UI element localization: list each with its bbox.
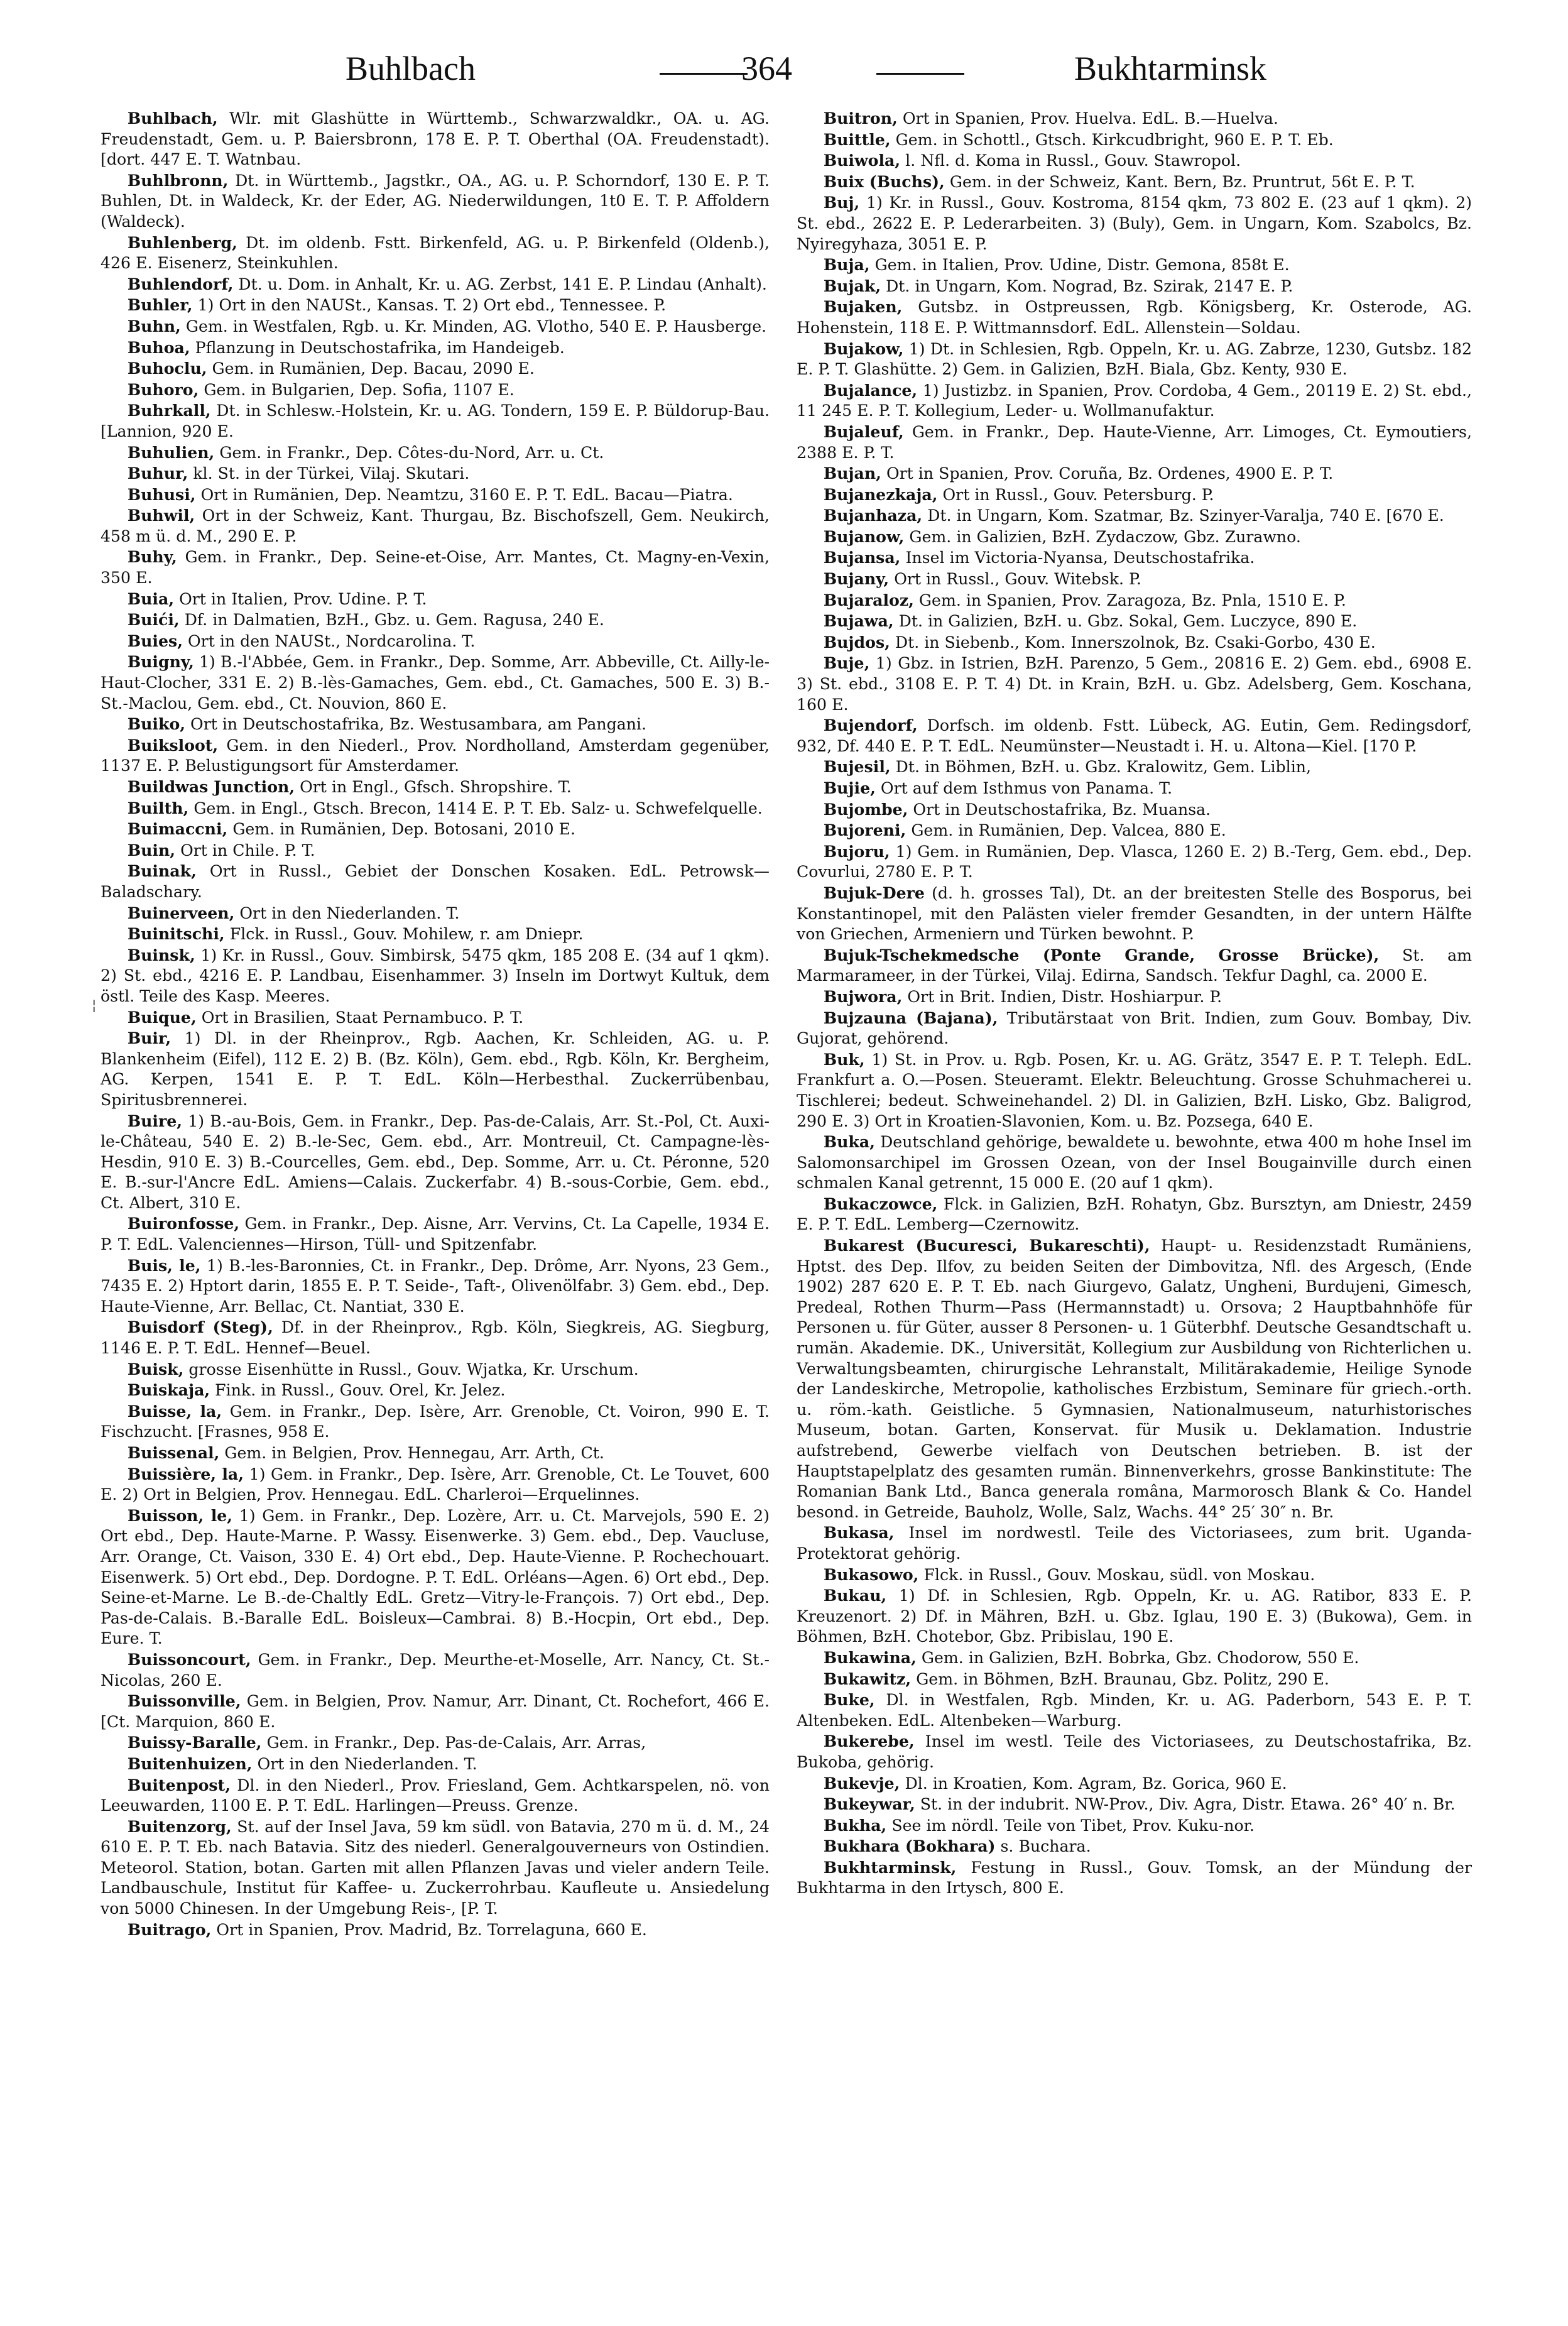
- entry-text: Ort in den NAUSt., Nordcarolina. T.: [188, 631, 476, 650]
- entry-text: Dl. in Westfalen, Rgb. Minden, Kr. u. AG. Paderborn, 543 E. P. T. Altenbeken. EdL. Altenbeken—Warburg.: [797, 1691, 1472, 1730]
- dictionary-entry: [797, 715, 1472, 756]
- entry-text: Insel im nordwestl. Teile des Victoriasees, zum brit. Uganda-Protektorat gehörig.: [797, 1524, 1472, 1563]
- dictionary-entry: [797, 1836, 1472, 1857]
- dictionary-entry: [101, 1111, 770, 1214]
- entry-headword: Buir,: [127, 1029, 172, 1048]
- entry-headword: Buhoa,: [127, 337, 190, 357]
- entry-text: Gem. in Belgien, Prov. Namur, Arr. Dinant, Ct. Rochefort, 466 E. [Ct. Marquion, 860 E.: [101, 1692, 770, 1731]
- entry-headword: Buimaccni,: [127, 819, 228, 839]
- entry-text: Ort auf dem Isthmus von Panama. T.: [880, 779, 1173, 797]
- entry-text: Ort in Russl., Gouv. Witebsk. P.: [894, 570, 1141, 589]
- header-first-entry: Buhlbach: [346, 50, 476, 87]
- dictionary-entry: [101, 1359, 770, 1380]
- entry-text: 1) Gem. in Frankr., Dep. Isère, Arr. Grenoble, Ct. Le Touvet, 600 E. 2) Ort in Belgien, Prov. Hennegau. EdL. Charleroi—Erquelinnes.: [101, 1465, 770, 1504]
- dictionary-entry: [797, 1132, 1472, 1194]
- dictionary-entry: [797, 463, 1472, 484]
- entry-text: Dt. u. Dom. in Anhalt, Kr. u. AG. Zerbst, 141 E. P. Lindau (Anhalt).: [238, 275, 767, 293]
- entry-headword: Buitron,: [823, 109, 898, 128]
- dictionary-entry: [797, 1564, 1472, 1586]
- dictionary-entry: [797, 422, 1472, 463]
- entry-headword: Buhn,: [127, 316, 181, 336]
- entry-text: Ort in Rumänien, Dep. Neamtzu, 3160 E. P. T. EdL. Bacau—Piatra.: [200, 485, 733, 504]
- entry-headword: Builth,: [127, 798, 189, 817]
- entry-headword: Buhler,: [127, 295, 193, 315]
- entry-text: 1) Dt. in Schlesien, Rgb. Oppeln, Kr. u. AG. Zabrze, 1230, Gutsbz. 182 E. P. T. Glashütte. 2) Gem. in Galizien, BzH. Biala, Gbz. Kenty, 930 E.: [797, 339, 1472, 379]
- entry-headword: Buissière, la,: [127, 1464, 244, 1483]
- entry-headword: Buhrkall,: [127, 401, 211, 420]
- dictionary-entry: [101, 1213, 770, 1255]
- entry-text: Dt. im oldenb. Fstt. Birkenfeld, AG. u. P. Birkenfeld (Oldenb.), 426 E. Eisenerz, Steinkuhlen.: [101, 233, 770, 273]
- dictionary-entry: [101, 337, 770, 359]
- entry-text: Dt. in Schlesw.-Holstein, Kr. u. AG. Tondern, 159 E. P. Büldorup-Bau. [Lannion, 920 E.: [101, 401, 770, 440]
- entry-headword: Buigny,: [127, 652, 194, 672]
- entry-text: Gem. in Frankr., Dep. Isère, Arr. Grenoble, Ct. Voiron, 990 E. T. Fischzucht. [Frasnes, 958 E.: [101, 1402, 770, 1441]
- entry-headword: Buisk,: [127, 1359, 184, 1379]
- dictionary-entry: [101, 316, 770, 337]
- entry-text: Gem. in Galizien, BzH. Zydaczow, Gbz. Zurawno.: [909, 527, 1301, 546]
- dictionary-entry: [101, 840, 770, 861]
- dictionary-entry: [101, 1255, 770, 1318]
- entry-headword: Bukha,: [823, 1815, 887, 1835]
- dictionary-entry: [101, 442, 770, 464]
- dictionary-entry: [101, 108, 770, 170]
- dictionary-entry: [101, 232, 770, 274]
- entry-text: Dt. in Ungarn, Kom. Nograd, Bz. Szirak, 2147 E. P.: [886, 276, 1293, 295]
- entry-text: Gem. in Spanien, Prov. Zaragoza, Bz. Pnla, 1510 E. P.: [918, 591, 1346, 609]
- entry-text: Gem. in Rumänien, Dep. Bacau, 2090 E.: [212, 359, 535, 378]
- entry-headword: Buitenhuizen,: [127, 1754, 253, 1773]
- entry-headword: Buke,: [823, 1690, 875, 1710]
- entry-text: 1) Dl. in der Rheinprov., Rgb. Aachen, Kr. Schleiden, AG. u. P. Blankenheim (Eifel), 112 E. 2) B. (Bz. Köln), Gem. ebd., Rgb. Köln, Kr. Bergheim, AG. Kerpen, 1541 E. P. T. EdL. Köln—Herbesthal. Zuckerrübenbau, Spiritusbrennerei.: [101, 1029, 770, 1109]
- entry-text: 1) Ort in den NAUSt., Kansas. T. 2) Ort ebd., Tennessee. P.: [197, 296, 667, 315]
- entry-headword: Buildwas Junction,: [127, 777, 295, 796]
- dictionary-entry: [101, 903, 770, 924]
- entry-headword: Bujie,: [823, 778, 876, 797]
- entry-headword: Buhlenberg,: [127, 232, 237, 252]
- entry-headword: Buići,: [127, 610, 180, 630]
- entry-text: Gem. in Frankr., Dep. Pas-de-Calais, Arr. Arras,: [266, 1734, 646, 1752]
- entry-text: Gem. in Belgien, Prov. Hennegau, Arr. Arth, Ct.: [224, 1444, 604, 1462]
- entry-headword: Buk,: [823, 1049, 865, 1069]
- entry-headword: Buhoclu,: [127, 359, 207, 378]
- entry-headword: Bujoru,: [823, 841, 890, 861]
- entry-headword: Buhur,: [127, 464, 188, 483]
- entry-headword: Buiksloot,: [127, 735, 219, 755]
- entry-text: Haupt- u. Residenzstadt Rumäniens, Hptst. des Dep. Ilfov, zu beiden Seiten der Dimbovitza, Nfl. des Argesch, (Ende 1902) 287 620 E. P. T. Eb. nach Giurgevo, Galatz, Ungheni, Burdujeni, Gimesch, Predeal, Rothen Thurm—Pass (Hermannstadt) u. Orsova; 2 Hauptbahnhöfe für Personen u. für Güter, ausser 8 Personen- u. 1 Güterbhf. Deutsche Gesandtschaft u. rumän. Akademie. DK., Universität, Kollegium zur Ausbildung von Richterlichen u. Verwaltungsbeamten, chirurgische Lehranstalt, Militärakademie, Heilige Synode der Landeskirche, Metropolie, katholisches Erzbistum, Seminare für griech.-orth. u. röm.-kath. Geistliche. 5 Gymnasien, Nationalmuseum, naturhistorisches Museum, botan. Garten, Konservat. für Musik u. Deklamation. Industrie aufstrebend, Gewerbe vielfach von Deutschen betrieben. B. ist der Hauptstapelplatz des gesamten rumän. Binnenverkehrs, grosse Bankinstitute: The Romanian Bank Ltd., Banca generala româna, Marmorosch Blank & Co. Handel besond. in Getreide, Bauholz, Wolle, Salz, Wachs. 44° 25′ 30″ n. Br.: [797, 1237, 1472, 1521]
- dictionary-entry: [101, 589, 770, 610]
- entry-headword: Bukasa,: [823, 1523, 895, 1542]
- dictionary-entry: [101, 777, 770, 798]
- dictionary-entry: [101, 1505, 770, 1649]
- dictionary-entry: [797, 841, 1472, 883]
- entry-headword: Buka,: [823, 1132, 875, 1152]
- entry-headword: Bukevje,: [823, 1773, 900, 1793]
- entry-headword: Buhoro,: [127, 379, 199, 399]
- dictionary-entry: [101, 1464, 770, 1505]
- entry-headword: Buinak,: [127, 861, 197, 881]
- entry-headword: Buhlendorf,: [127, 274, 234, 293]
- dictionary-entry: [101, 1816, 770, 1919]
- entry-headword: Bujaraloz,: [823, 590, 914, 609]
- dictionary-entry: [797, 1857, 1472, 1899]
- entry-text: Dl. in Kroatien, Kom. Agram, Bz. Gorica, 960 E.: [905, 1774, 1287, 1793]
- dictionary-entry: [101, 358, 770, 379]
- entry-headword: Bukerebe,: [823, 1732, 915, 1751]
- entry-text: Ort in Deutschostafrika, Bz. Westusambara, am Pangani.: [190, 715, 647, 734]
- entry-headword: Bukarest (Bucuresci, Bukareschti),: [823, 1236, 1150, 1255]
- entry-text: kl. St. in der Türkei, Vilaj. Skutari.: [193, 464, 470, 483]
- entry-headword: Buitrago,: [127, 1919, 212, 1939]
- dictionary-entry: [797, 297, 1472, 338]
- entry-text: See im nördl. Teile von Tibet, Prov. Kuku-nor.: [891, 1816, 1255, 1835]
- entry-headword: Buittle,: [823, 129, 891, 149]
- entry-text: Dt. in Siebenb., Kom. Innerszolnok, Bz. Csaki-Gorbo, 430 E.: [895, 633, 1376, 652]
- entry-text: 1) Kr. in Russl., Gouv. Simbirsk, 5475 qkm, 185 208 E. (34 auf 1 qkm). 2) St. ebd., 4216 E. P. Landbau, Eisenhammer. 3) Inseln im Dortwyt Kultuk, dem östl. Teile des Kasp. Meeres.: [101, 946, 770, 1005]
- entry-headword: Buinsk,: [127, 945, 195, 964]
- entry-headword: Bukawina,: [823, 1647, 917, 1667]
- entry-headword: Bujaken,: [823, 297, 903, 317]
- entry-text: s. Buchara.: [1000, 1837, 1091, 1856]
- dictionary-entry: [101, 295, 770, 316]
- entry-text: 1) Kr. in Russl., Gouv. Kostroma, 8154 qkm, 73 802 E. (23 auf 1 qkm). 2) St. ebd., 2622 E. P. Lederarbeiten. 3) (Buly), Gem. in Ungarn, Kom. Szabolcs, Bz. Nyiregyhaza, 3051 E. P.: [797, 194, 1473, 253]
- entry-text: Ort in Italien, Prov. Udine. P. T.: [179, 589, 427, 608]
- entry-text: 1) B.-l'Abbée, Gem. in Frankr., Dep. Somme, Arr. Abbeville, Ct. Ailly-le-Haut-Clocher, 331 E. 2) B.-lès-Gamaches, Gem. ebd., Ct. Gamaches, 500 E. 3) B.-St.-Maclou, Gem. ebd., Ct. Nouvion, 860 E.: [101, 653, 770, 713]
- entry-text: Ort in Russl., Gebiet der Donschen Kosaken. EdL. Petrowsk—Baladschary.: [101, 862, 770, 901]
- dictionary-entry: [797, 505, 1472, 527]
- dictionary-entry: [797, 632, 1472, 653]
- dictionary-entry: [101, 1443, 770, 1464]
- entry-text: Insel im Victoria-Nyansa, Deutschostafrika.: [905, 549, 1255, 567]
- dictionary-entry: [797, 150, 1472, 172]
- entry-text: Gem. in Frankr., Dep. Seine-et-Oise, Arr. Mantes, Ct. Magny-en-Vexin, 350 E.: [101, 548, 770, 587]
- entry-text: Flck. in Galizien, BzH. Rohatyn, Gbz. Bursztyn, am Dniestr, 2459 E. P. T. EdL. Lemberg—Czernowitz.: [797, 1194, 1472, 1234]
- entry-text: 1) B.-les-Baronnies, Ct. in Frankr., Dep. Drôme, Arr. Nyons, 23 Gem., 7435 E. 2) Hptort darin, 1855 E. P. T. Seide-, Taft-, Olivenölfabr. 3) Gem. ebd., Dep. Haute-Vienne, Arr. Bellac, Ct. Nantiat, 330 E.: [101, 1256, 770, 1316]
- dictionary-entry: [101, 1317, 770, 1358]
- entry-text: Ort in Brit. Indien, Distr. Hoshiarpur. P.: [907, 987, 1222, 1006]
- entry-text: 1) Justizbz. in Spanien, Prov. Cordoba, 4 Gem., 20119 E. 2) St. ebd., 11 245 E. P. T. Kollegium, Leder- u. Wollmanufaktur.: [797, 381, 1472, 420]
- entry-headword: Bujoreni,: [823, 821, 906, 840]
- entry-headword: Bujalance,: [823, 380, 918, 400]
- dictionary-entry: [101, 714, 770, 735]
- entry-text: l. Nfl. d. Koma in Russl., Gouv. Stawropol.: [905, 151, 1241, 170]
- entry-headword: Buis, le,: [127, 1255, 201, 1275]
- dictionary-entry: [101, 609, 770, 631]
- entry-text: Ort in Engl., Gfsch. Shropshire. T.: [300, 778, 572, 796]
- entry-headword: Buironfosse,: [127, 1214, 240, 1233]
- entry-headword: Buissonville,: [127, 1691, 241, 1711]
- dictionary-entry: [101, 1028, 770, 1110]
- entry-text: Gem. in Schottl., Gtsch. Kirkcudbright, 960 E. P. T. Eb.: [895, 130, 1334, 149]
- dictionary-entry: [101, 1649, 770, 1691]
- entry-headword: Bujaleuf,: [823, 422, 904, 441]
- entry-headword: Bukau,: [823, 1586, 887, 1605]
- entry-headword: Bujak,: [823, 276, 881, 295]
- dictionary-entry: [797, 1815, 1472, 1837]
- dictionary-entry: [101, 170, 770, 232]
- entry-headword: Buissy-Baralle,: [127, 1733, 262, 1752]
- entry-headword: Buhwil,: [127, 506, 195, 525]
- entry-text: Ort in den Niederlanden. T.: [239, 904, 460, 922]
- dictionary-entry: [101, 400, 770, 442]
- entry-headword: Bujakow,: [823, 339, 904, 358]
- entry-text: Dt. in Böhmen, BzH. u. Gbz. Kralowitz, Gem. Liblin,: [895, 758, 1312, 777]
- entry-text: Flck. in Russl., Gouv. Mohilew, r. am Dniepr.: [229, 925, 584, 944]
- entry-headword: Buiskaja,: [127, 1380, 210, 1400]
- right-column: [797, 108, 1472, 1899]
- dictionary-entry: [797, 172, 1472, 193]
- entry-text: Dt. in Ungarn, Kom. Szatmar, Bz. Szinyer-Varalja, 740 E. [670 E.: [927, 506, 1444, 525]
- dictionary-entry: [101, 1775, 770, 1816]
- entry-headword: Bujansa,: [823, 548, 901, 567]
- entry-headword: Bukeywar,: [823, 1794, 915, 1814]
- entry-text: Ort in Spanien, Prov. Madrid, Bz. Torrelaguna, 660 E.: [216, 1920, 647, 1939]
- dictionary-entry: [797, 799, 1472, 821]
- dictionary-entry: [797, 1194, 1472, 1235]
- dictionary-entry: [101, 1401, 770, 1443]
- entry-text: Gem. in Westfalen, Rgb. u. Kr. Minden, AG. Vlotho, 540 E. P. Hausberge.: [185, 317, 767, 336]
- dictionary-entry: [797, 820, 1472, 841]
- entry-text: Dorfsch. im oldenb. Fstt. Lübeck, AG. Eutin, Gem. Redingsdorf, 932, Df. 440 E. P. T. EdL. Neumünster—Neustadt i. H. u. Altona—Kiel. [170 P.: [797, 716, 1472, 755]
- entry-text: 1) B.-au-Bois, Gem. in Frankr., Dep. Pas-de-Calais, Arr. St.-Pol, Ct. Auxi-le-Château, 540 E. 2) B.-le-Sec, Gem. ebd., Arr. Montreuil, Ct. Campagne-lès-Hesdin, 910 E. 3) B.-Courcelles, Gem. ebd., Dep. Somme, Arr. u. Ct. Péronne, 520 E. B.-sur-l'Ancre EdL. Amiens—Calais. Zuckerfabr. 4) B.-sous-Corbie, Gem. ebd., Ct. Albert, 310 E.: [101, 1111, 770, 1212]
- entry-headword: Bukhara (Bokhara): [823, 1837, 996, 1856]
- header-last-entry: Bukhtarminsk: [1074, 50, 1266, 87]
- entry-text: Df. in der Rheinprov., Rgb. Köln, Siegkreis, AG. Siegburg, 1146 E. P. T. EdL. Hennef—Beuel.: [101, 1318, 770, 1358]
- entry-headword: Bujanhaza,: [823, 506, 923, 525]
- entry-text: Gem. in Rumänien, Dep. Valcea, 880 E.: [911, 821, 1226, 840]
- dictionary-entry: [101, 819, 770, 840]
- entry-headword: Buj,: [823, 193, 860, 212]
- dictionary-entry: [797, 484, 1472, 506]
- entry-headword: Buix (Buchs),: [823, 172, 945, 191]
- dictionary-entry: [797, 129, 1472, 151]
- entry-headword: Buiwola,: [823, 151, 901, 170]
- entry-headword: Bujwora,: [823, 986, 903, 1006]
- entry-text: Flck. in Russl., Gouv. Moskau, südl. von Moskau.: [923, 1565, 1315, 1584]
- entry-text: Dl. in den Niederl., Prov. Friesland, Gem. Achtkarspelen, nö. von Leeuwarden, 1100 E. P. T. EdL. Harlingen—Preuss. Grenze.: [101, 1776, 770, 1815]
- entry-headword: Bujdos,: [823, 632, 890, 652]
- entry-text: Gem. in den Niederl., Prov. Nordholland, Amsterdam gegenüber, 1137 E. P. Belustigungsort für Amsterdamer.: [101, 736, 770, 775]
- entry-text: 1) Gem. in Frankr., Dep. Lozère, Arr. u. Ct. Marvejols, 590 E. 2) Ort ebd., Dep. Haute-Marne. P. Wassy. Eisenwerke. 3) Gem. ebd., Dep. Vaucluse, Arr. Orange, Ct. Vaison, 330 E. 4) Ort ebd., Dep. Haute-Vienne. P. Rochechouart. Eisenwerk. 5) Ort ebd., Dep. Dordogne. P. T. EdL. Orléans—Agen. 6) Ort ebd., Dep. Seine-et-Marne. Le B.-de-Chaltly EdL. Gretz—Vitry-le-François. 7) Ort ebd., Dep. Pas-de-Calais. B.-Baralle EdL. Boisleux—Cambrai. 8) B.-Hocpin, Ort ebd., Dep. Eure. T.: [101, 1506, 770, 1648]
- entry-headword: Buisson, le,: [127, 1505, 233, 1525]
- dictionary-entry: [797, 1731, 1472, 1772]
- left-column: [101, 108, 770, 1940]
- entry-headword: Buies,: [127, 631, 183, 650]
- dictionary-entry: [797, 756, 1472, 778]
- entry-text: Gem. in Frankr., Dep. Aisne, Arr. Vervins, Ct. La Capelle, 1934 E. P. T. EdL. Valenciennes—Hirson, Tüll- und Spitzenfabr.: [101, 1215, 770, 1254]
- dictionary-entry: [797, 945, 1472, 986]
- entry-text: Tributärstaat von Brit. Indien, zum Gouv. Bombay, Div. Gujorat, gehörend.: [797, 1008, 1472, 1048]
- dictionary-entry: [797, 1585, 1472, 1647]
- header-rule-right: [876, 73, 964, 75]
- entry-headword: Bukawitz,: [823, 1669, 912, 1688]
- dictionary-entry: [797, 254, 1472, 276]
- dictionary-entry: [101, 945, 770, 1007]
- entry-text: grosse Eisenhütte in Russl., Gouv. Wjatka, Kr. Urschum.: [188, 1360, 639, 1379]
- entry-text: Gem. in Frankr., Dep. Côtes-du-Nord, Arr. u. Ct.: [219, 443, 604, 462]
- dictionary-entry: [101, 1007, 770, 1029]
- dictionary-entry: [101, 652, 770, 714]
- entry-text: 1) Gbz. in Istrien, BzH. Parenzo, 5 Gem., 20816 E. 2) Gem. ebd., 6908 E. 3) St. ebd., 3108 E. P. T. 4) Dt. in Krain, BzH. u. Gbz. Adelsberg, Gem. Koschana, 160 E.: [797, 654, 1472, 714]
- entry-text: St. am Marmarameer, in der Türkei, Vilaj. Edirna, Sandsch. Tekfur Daghl, ca. 2000 E.: [797, 946, 1472, 985]
- entry-headword: Buique,: [127, 1007, 197, 1027]
- dictionary-entry: [797, 1669, 1472, 1690]
- entry-text: Ort in Chile. P. T.: [180, 841, 315, 860]
- entry-text: 1) St. in Prov. u. Rgb. Posen, Kr. u. AG. Grätz, 3547 E. P. T. Teleph. EdL. Frankfurt a. O.—Posen. Steueramt. Elektr. Beleuchtung. Grosse Schuhmacherei u. Tischlerei; bedeut. Schweinehandel. 2) Dl. in Galizien, BzH. Lisko, Gbz. Baligrod, 290 E. 3) Ort in Kroatien-Slavonien, Kom. u. Bz. Pozsega, 640 E.: [797, 1050, 1472, 1130]
- entry-headword: Buja,: [823, 255, 870, 275]
- entry-text: St. in der indubrit. NW-Prov., Div. Agra, Distr. Etawa. 26° 40′ n. Br.: [920, 1795, 1456, 1814]
- entry-headword: Bujawa,: [823, 611, 894, 631]
- dictionary-entry: [101, 1919, 770, 1941]
- dictionary-entry: [101, 1380, 770, 1401]
- dictionary-entry: [101, 484, 770, 506]
- dictionary-entry: [101, 379, 770, 401]
- entry-text: Gem. in Italien, Prov. Udine, Distr. Gemona, 858t E.: [874, 256, 1290, 275]
- entry-text: Gem. in Frankr., Dep. Haute-Vienne, Arr. Limoges, Ct. Eymoutiers, 2388 E. P. T.: [797, 422, 1472, 462]
- entry-text: Fink. in Russl., Gouv. Orel, Kr. Jelez.: [215, 1381, 506, 1400]
- dictionary-entry: [797, 569, 1472, 590]
- entry-headword: Buinitschi,: [127, 924, 225, 944]
- dictionary-entry: [797, 1690, 1472, 1731]
- entry-headword: Bujuk-Tschekmedsche (Ponte Grande, Grosse Brücke),: [823, 945, 1380, 964]
- dictionary-entry: [797, 108, 1472, 129]
- dictionary-entry: [797, 611, 1472, 632]
- entry-headword: Bujzauna (Bajana),: [823, 1008, 998, 1027]
- entry-headword: Buhy,: [127, 547, 177, 567]
- entry-text: Ort in Russl., Gouv. Petersburg. P.: [942, 485, 1214, 504]
- entry-headword: Bujesil,: [823, 757, 891, 777]
- entry-headword: Buitenpost,: [127, 1775, 231, 1794]
- dictionary-entry: [797, 986, 1472, 1008]
- entry-headword: Buhusi,: [127, 484, 196, 504]
- entry-text: Gem. in Rumänien, Dep. Botosani, 2010 E.: [232, 820, 575, 839]
- entry-text: Ort in Spanien, Prov. Huelva. EdL. B.—Huelva.: [902, 109, 1278, 128]
- dictionary-entry: [797, 276, 1472, 297]
- entry-text: Gem. in Böhmen, BzH. Braunau, Gbz. Politz, 290 E.: [916, 1669, 1329, 1688]
- entry-text: Gem. in Galizien, BzH. Bobrka, Gbz. Chodorow, 550 E.: [921, 1648, 1359, 1667]
- entry-text: Gem. in Bulgarien, Dep. Sofia, 1107 E.: [204, 380, 514, 399]
- header-rule-left: [660, 73, 748, 75]
- dictionary-entry: [101, 274, 770, 295]
- dictionary-entry: [101, 735, 770, 777]
- dictionary-entry: [101, 1691, 770, 1732]
- entry-text: Ort in Deutschostafrika, Bz. Muansa.: [913, 800, 1211, 819]
- dictionary-entry: [101, 924, 770, 945]
- dictionary-entry: [797, 192, 1472, 254]
- dictionary-entry: [797, 883, 1472, 945]
- dictionary-entry: [101, 505, 770, 547]
- entry-headword: Bujombe,: [823, 799, 908, 819]
- entry-headword: Bujuk-Dere: [823, 883, 925, 902]
- entry-text: Gem. in Frankr., Dep. Meurthe-et-Moselle, Arr. Nancy, Ct. St.-Nicolas, 260 E.: [101, 1650, 770, 1690]
- entry-text: Ort in Spanien, Prov. Coruña, Bz. Ordenes, 4900 E. P. T.: [886, 464, 1334, 483]
- dictionary-entry: [101, 547, 770, 588]
- dictionary-entry: [797, 1773, 1472, 1794]
- dictionary-entry: [797, 339, 1472, 380]
- dictionary-entry: [797, 1522, 1472, 1564]
- dictionary-entry: [797, 1647, 1472, 1669]
- entry-headword: Buiko,: [127, 714, 186, 734]
- entry-text: Df. in Dalmatien, BzH., Gbz. u. Gem. Ragusa, 240 E.: [184, 611, 604, 630]
- entry-headword: Bujendorf,: [823, 716, 918, 735]
- entry-headword: Buhlbach,: [127, 109, 218, 128]
- dictionary-entry: [797, 1794, 1472, 1815]
- entry-text: Gem. in der Schweiz, Kant. Bern, Bz. Pruntrut, 56t E. P. T.: [949, 172, 1415, 191]
- entry-headword: Buin,: [127, 840, 176, 860]
- entry-headword: Bukasowo,: [823, 1564, 919, 1584]
- entry-text: (d. h. grosses Tal), Dt. an der breitesten Stelle des Bosporus, bei Konstantinopel, mit den Palästen vieler fremder Gesandten, in der untern Hälfte von Griechen, Armeniern und Türken bewohnt. P.: [797, 883, 1472, 944]
- dictionary-entry: [797, 1008, 1472, 1049]
- entry-headword: Buhlbronn,: [127, 170, 229, 190]
- dictionary-entry: [101, 1732, 770, 1754]
- entry-text: Festung in Russl., Gouv. Tomsk, an der Mündung der Bukhtarma in den Irtysch, 800 E.: [797, 1858, 1472, 1897]
- dictionary-entry: [797, 778, 1472, 799]
- dictionary-entry: [101, 798, 770, 819]
- entry-headword: Buinerveen,: [127, 903, 235, 922]
- entry-headword: Bukhtarminsk,: [823, 1857, 957, 1877]
- entry-text: Dt. in Württemb., Jagstkr., OA., AG. u. P. Schorndorf, 130 E. P. T. Buhlen, Dt. in Waldeck, Kr. der Eder, AG. Niederwildungen, 1t0 E. T. P. Affoldern (Waldeck).: [101, 171, 770, 231]
- entry-headword: Bujanezkaja,: [823, 484, 938, 504]
- entry-headword: Buisse, la,: [127, 1401, 222, 1421]
- entry-headword: Bukaczowce,: [823, 1194, 938, 1213]
- dictionary-entry: [101, 631, 770, 652]
- page-number: 364: [741, 50, 792, 87]
- entry-headword: Buhulien,: [127, 442, 215, 462]
- entry-text: Gem. in Engl., Gtsch. Brecon, 1414 E. P. T. Eb. Salz- u. Schwefelquelle.: [193, 799, 763, 817]
- entry-headword: Buia,: [127, 589, 175, 608]
- entry-text: Ort in der Schweiz, Kant. Thurgau, Bz. Bischofszell, Gem. Neukirch, 458 m ü. d. M., 290 E. P.: [101, 506, 770, 545]
- dictionary-entry: [797, 547, 1472, 569]
- margin-mark: ¦: [92, 998, 97, 1013]
- entry-headword: Bujanow,: [823, 527, 905, 546]
- entry-text: 1) Gem. in Rumänien, Dep. Vlasca, 1260 E. 2) B.-Terg, Gem. ebd., Dep. Covurlui, 2780 E. P. T.: [797, 842, 1472, 882]
- dictionary-entry: [101, 463, 770, 484]
- entry-text: St. auf der Insel Java, 59 km südl. von Batavia, 270 m ü. d. M., 24 610 E. P. T. Eb. nach Batavia. Sitz des niederl. Generalgouverneurs von Ostindien. Meteorol. Station, botan. Garten mit allen Pflanzen Javas und vieler andern Teile. Landbauschule, Institut für Kaffee- u. Zuckerrohrbau. Kaufleute u. Ansiedelung von 5000 Chinesen. In der Umgebung Reis-, [P. T.: [101, 1817, 770, 1918]
- entry-text: Wlr. mit Glashütte in Württemb., Schwarzwaldkr., OA. u. AG. Freudenstadt, Gem. u. P. Baiersbronn, 178 E. P. T. Oberthal (OA. Freudenstadt). [dort. 447 E. T. Watnbau.: [101, 109, 770, 169]
- dictionary-entry: [797, 590, 1472, 611]
- dictionary-entry: [797, 380, 1472, 422]
- entry-text: Ort in Brasilien, Staat Pernambuco. P. T.: [201, 1008, 524, 1027]
- dictionary-entry: [797, 527, 1472, 548]
- dictionary-entry: [797, 1235, 1472, 1522]
- entry-text: Pflanzung in Deutschostafrika, im Handeigeb.: [195, 338, 565, 357]
- dictionary-entry: [797, 1049, 1472, 1132]
- dictionary-entry: [101, 861, 770, 902]
- entry-headword: Buitenzorg,: [127, 1816, 232, 1836]
- entry-text: 1) Df. in Schlesien, Rgb. Oppeln, Kr. u. AG. Ratibor, 833 E. P. Kreuzenort. 2) Df. in Mähren, BzH. u. Gbz. Iglau, 190 E. 3) (Bukowa), Gem. in Böhmen, BzH. Chotebor, Gbz. Pribislau, 190 E.: [797, 1586, 1472, 1646]
- dictionary-entry: [797, 653, 1472, 715]
- entry-headword: Bujany,: [823, 569, 890, 589]
- entry-headword: Buisdorf (Steg),: [127, 1318, 273, 1337]
- dictionary-entry: [101, 1754, 770, 1775]
- entry-text: Deutschland gehörige, bewaldete u. bewohnte, etwa 400 m hohe Insel im Salomonsarchipel im Grossen Ozean, von der Insel Bougainville durch einen schmalen Kanal getrennt, 15 000 E. (20 auf 1 qkm).: [797, 1133, 1472, 1193]
- entry-text: Insel im westl. Teile des Victoriasees, zu Deutschostafrika, Bz. Bukoba, gehörig.: [797, 1732, 1472, 1771]
- entry-headword: Buje,: [823, 653, 870, 673]
- page-header: [107, 49, 1476, 99]
- entry-headword: Buissoncourt,: [127, 1649, 251, 1669]
- entry-text: Dt. in Galizien, BzH. u. Gbz. Sokal, Gem. Luczyce, 890 E.: [898, 612, 1358, 631]
- entry-text: Ort in den Niederlanden. T.: [257, 1754, 477, 1773]
- entry-headword: Buissenal,: [127, 1443, 220, 1462]
- entry-text: Gutsbz. in Ostpreussen, Rgb. Königsberg, Kr. Osterode, AG. Hohenstein, 118 E. P. Wittmannsdorf. EdL. Allenstein—Soldau.: [797, 298, 1472, 337]
- entry-headword: Buire,: [127, 1111, 183, 1130]
- entry-headword: Bujan,: [823, 464, 881, 483]
